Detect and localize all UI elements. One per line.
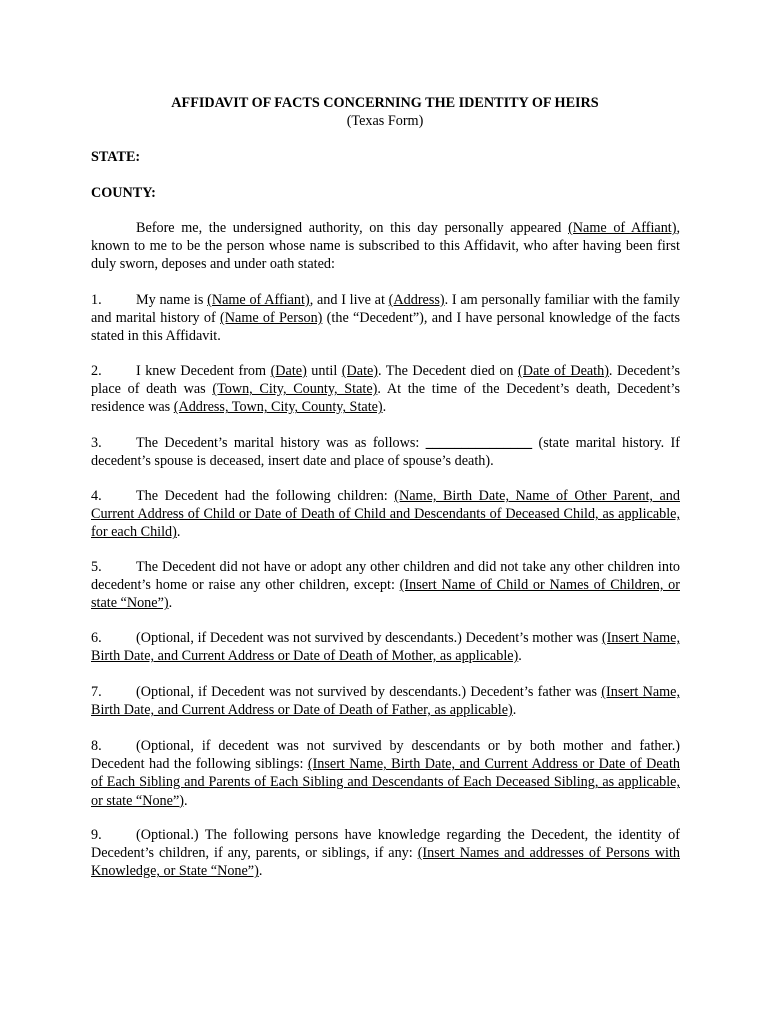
paragraph-text: . I am personally familiar with the family and marital history of — [91, 292, 680, 327]
paragraph-text: (Optional, if Decedent was not survived by descendants.) Decedent’s mother was — [136, 630, 602, 646]
paragraph-text: I knew Decedent from — [136, 363, 271, 379]
paragraph-text: . — [176, 524, 181, 541]
paragraph-number: 8. — [91, 738, 102, 754]
paragraph-text: . — [382, 399, 387, 416]
paragraph-text: . The Decedent died on — [378, 363, 519, 379]
paragraph-number: 2. — [91, 363, 102, 379]
paragraph-text: My name is — [136, 292, 208, 308]
affiant-placeholder: (Name of Affiant) — [568, 220, 677, 236]
paragraph-text: (Optional, if Decedent was not survived by descendants.) Decedent’s father was — [136, 684, 602, 700]
paragraph-text: . — [183, 792, 188, 809]
placeholder-text: (Name, Birth Date, Name of Other Parent, and Current Address of Child or Date of Death of Child and Descendants of Deceased Child, as applicable, for each Child) — [91, 488, 680, 541]
intro-text: , known to me to be the person whose name is subscribed to this Affidavit, who after having been first duly sworn, deposes and under oath stated: — [91, 220, 680, 273]
paragraph-number: 7. — [91, 684, 102, 700]
placeholder-text: (Insert Names and addresses of Persons with Knowledge, or State “None”) — [91, 845, 680, 880]
placeholder-text: (Date of Death) — [518, 363, 609, 379]
document-title: AFFIDAVIT OF FACTS CONCERNING THE IDENTITY OF HEIRS — [171, 95, 599, 111]
paragraph-text: (Optional.) The following persons have knowledge regarding the Decedent, the identity of Decedent’s children, if any, parents, or siblings, if any: — [91, 827, 680, 862]
paragraph-number: 1. — [91, 292, 102, 308]
paragraph-number: 4. — [91, 488, 102, 504]
placeholder-text: (Insert Name of Child or Names of Children, or state “None”) — [91, 577, 680, 612]
paragraph-text: . — [518, 648, 522, 665]
paragraph-text: until — [306, 363, 342, 379]
paragraph-text: , and I live at — [309, 292, 389, 308]
paragraph-2 — [91, 362, 680, 417]
paragraph-8 — [91, 737, 680, 810]
placeholder-text: (Town, City, County, State) — [212, 381, 378, 398]
paragraph-text: (state marital history. If decedent’s spouse is deceased, insert date and place of spouse’s death). — [91, 435, 681, 470]
paragraph-number: 3. — [91, 435, 102, 451]
placeholder-text: (Insert Name, Birth Date, and Current Address or Date of Death of Each Sibling and Parents of Each Sibling and Descendants of Each Deceased Sibling, as applicable, or state “None”) — [91, 756, 680, 809]
placeholder-text: (Date) — [341, 363, 379, 379]
placeholder-text: (Insert Name, Birth Date, and Current Address or Date of Death of Father, as applicable) — [91, 684, 680, 719]
county-label: COUNTY: — [91, 185, 156, 201]
paragraph-5 — [91, 558, 680, 613]
placeholder-text: (Date) — [270, 363, 307, 379]
paragraph-number: 5. — [91, 559, 102, 575]
intro-paragraph — [91, 219, 680, 274]
paragraph-number: 6. — [91, 630, 102, 646]
paragraph-3 — [91, 434, 680, 470]
document-subtitle: (Texas Form) — [346, 113, 424, 129]
paragraph-text: (the “Decedent”), and I have personal knowledge of the facts stated in this Affidavit. — [91, 310, 680, 345]
placeholder-text: (Address, Town, City, County, State) — [173, 399, 383, 416]
paragraph-text: (Optional, if decedent was not survived by descendants or by both mother and father.) Decedent had the following siblings: — [91, 738, 680, 773]
paragraph-text: . — [168, 595, 173, 612]
placeholder-text: (Name of Person) — [220, 310, 323, 327]
paragraph-4 — [91, 487, 680, 542]
paragraph-text: . — [258, 863, 263, 880]
paragraph-9 — [91, 826, 680, 881]
paragraph-text: . — [512, 702, 517, 719]
state-label: STATE: — [91, 149, 141, 165]
paragraph-text: The Decedent had the following children: — [136, 488, 395, 504]
paragraph-text: . Decedent’s place of death was — [91, 363, 680, 398]
paragraph-number: 9. — [91, 827, 102, 843]
intro-text: Before me, the undersigned authority, on this day personally appeared — [136, 220, 569, 236]
paragraph-1 — [91, 291, 680, 346]
paragraph-6 — [91, 629, 680, 665]
paragraph-text: . At the time of the Decedent’s death, Decedent’s residence was — [91, 381, 680, 416]
blank-line: _______________ — [425, 435, 533, 451]
paragraph-7 — [91, 683, 680, 719]
placeholder-text: (Name of Affiant) — [207, 292, 310, 308]
placeholder-text: (Insert Name, Birth Date, and Current Address or Date of Death of Mother, as applicable) — [91, 630, 680, 665]
placeholder-text: (Address) — [388, 292, 445, 308]
paragraph-text: The Decedent’s marital history was as follows: — [136, 435, 426, 451]
paragraph-text: The Decedent did not have or adopt any other children and did not take any other children into decedent’s home or raise any other children, except: — [91, 559, 680, 594]
